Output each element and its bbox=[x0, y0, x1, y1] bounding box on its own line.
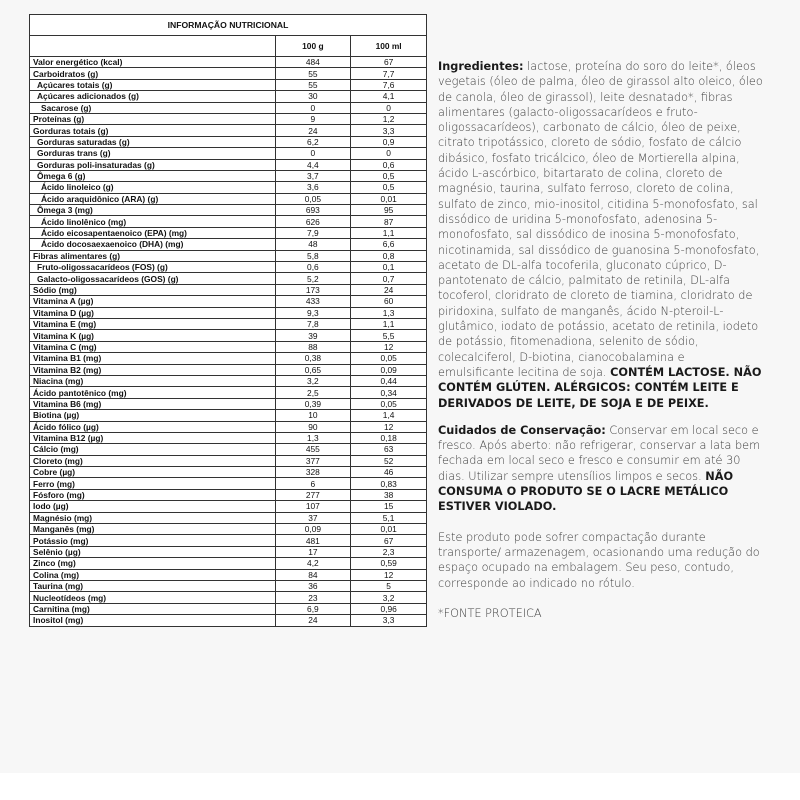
table-row bbox=[30, 489, 427, 500]
table-row bbox=[30, 216, 427, 227]
table-row bbox=[30, 592, 427, 603]
value-per-100g: 0,65 bbox=[275, 364, 351, 375]
value-per-100g: 173 bbox=[275, 284, 351, 295]
value-per-100ml: 0,34 bbox=[351, 387, 427, 398]
value-per-100g: 455 bbox=[275, 444, 351, 455]
table-row bbox=[30, 330, 427, 341]
table-row bbox=[30, 410, 427, 421]
table-row bbox=[30, 501, 427, 512]
table-row bbox=[30, 421, 427, 432]
value-per-100ml: 87 bbox=[351, 216, 427, 227]
value-per-100g: 377 bbox=[275, 455, 351, 466]
table-row bbox=[30, 387, 427, 398]
value-per-100g: 693 bbox=[275, 205, 351, 216]
value-per-100g: 0 bbox=[275, 148, 351, 159]
value-per-100ml: 0,05 bbox=[351, 353, 427, 364]
value-per-100g: 24 bbox=[275, 615, 351, 626]
nutrient-name: Açúcares adicionados (g) bbox=[30, 91, 276, 102]
table-title: INFORMAÇÃO NUTRICIONAL bbox=[30, 15, 427, 36]
nutrition-facts-table bbox=[29, 14, 427, 627]
seal-warning: NÃO CONSUMA O PRODUTO SE O LACRE METÁLICO ESTIVER VIOLADO. bbox=[438, 469, 734, 514]
value-per-100g: 0,05 bbox=[275, 193, 351, 204]
table-row bbox=[30, 455, 427, 466]
value-per-100ml: 1,1 bbox=[351, 227, 427, 238]
nutrient-name: Potássio (mg) bbox=[30, 535, 276, 546]
nutrient-name: Colina (mg) bbox=[30, 569, 276, 580]
value-per-100ml: 0 bbox=[351, 148, 427, 159]
value-per-100ml: 3,3 bbox=[351, 615, 427, 626]
nutrient-name: Ácido docosaexaenoico (DHA) (mg) bbox=[30, 239, 276, 250]
value-per-100ml: 7,6 bbox=[351, 79, 427, 90]
table-row bbox=[30, 296, 427, 307]
value-per-100g: 7,9 bbox=[275, 227, 351, 238]
value-per-100g: 84 bbox=[275, 569, 351, 580]
table-row bbox=[30, 227, 427, 238]
nutrient-name: Gorduras totais (g) bbox=[30, 125, 276, 136]
table-row bbox=[30, 113, 427, 124]
nutrient-name: Carnitina (mg) bbox=[30, 603, 276, 614]
table-row bbox=[30, 478, 427, 489]
value-per-100g: 626 bbox=[275, 216, 351, 227]
nutrient-name: Ácido araquidônico (ARA) (g) bbox=[30, 193, 276, 204]
nutrient-name: Inositol (mg) bbox=[30, 615, 276, 626]
value-per-100ml: 0 bbox=[351, 102, 427, 113]
nutrient-name: Galacto-oligossacarídeos (GOS) (g) bbox=[30, 273, 276, 284]
table-row bbox=[30, 193, 427, 204]
nutrient-name: Niacina (mg) bbox=[30, 375, 276, 386]
value-per-100g: 277 bbox=[275, 489, 351, 500]
nutrient-name: Vitamina B2 (mg) bbox=[30, 364, 276, 375]
value-per-100ml: 0,05 bbox=[351, 398, 427, 409]
nutrient-name: Gorduras saturadas (g) bbox=[30, 136, 276, 147]
value-per-100g: 55 bbox=[275, 68, 351, 79]
product-info-text bbox=[438, 59, 764, 621]
table-title-row bbox=[30, 15, 427, 36]
value-per-100ml: 0,1 bbox=[351, 262, 427, 273]
value-per-100ml: 12 bbox=[351, 569, 427, 580]
value-per-100ml: 0,44 bbox=[351, 375, 427, 386]
nutrition-table-body bbox=[30, 15, 427, 627]
value-per-100ml: 0,01 bbox=[351, 524, 427, 535]
value-per-100g: 55 bbox=[275, 79, 351, 90]
value-per-100g: 10 bbox=[275, 410, 351, 421]
value-per-100ml: 0,9 bbox=[351, 136, 427, 147]
nutrient-name: Fruto-oligossacarídeos (FOS) (g) bbox=[30, 262, 276, 273]
table-row bbox=[30, 102, 427, 113]
nutrient-name: Vitamina E (mg) bbox=[30, 318, 276, 329]
table-row bbox=[30, 182, 427, 193]
value-per-100ml: 0,5 bbox=[351, 182, 427, 193]
nutrient-name: Gorduras poli-insaturadas (g) bbox=[30, 159, 276, 170]
table-row bbox=[30, 239, 427, 250]
value-per-100g: 0 bbox=[275, 102, 351, 113]
value-per-100g: 48 bbox=[275, 239, 351, 250]
value-per-100ml: 0,01 bbox=[351, 193, 427, 204]
value-per-100ml: 0,09 bbox=[351, 364, 427, 375]
table-row bbox=[30, 364, 427, 375]
table-row bbox=[30, 79, 427, 90]
table-row bbox=[30, 262, 427, 273]
value-per-100g: 9 bbox=[275, 113, 351, 124]
value-per-100ml: 1,2 bbox=[351, 113, 427, 124]
table-row bbox=[30, 558, 427, 569]
value-per-100ml: 4,1 bbox=[351, 91, 427, 102]
nutrient-name: Ácido fólico (µg) bbox=[30, 421, 276, 432]
nutrient-name: Vitamina A (µg) bbox=[30, 296, 276, 307]
ingredients-label: Ingredientes: bbox=[438, 60, 524, 73]
table-row bbox=[30, 159, 427, 170]
table-row bbox=[30, 524, 427, 535]
table-row bbox=[30, 148, 427, 159]
allergen-warning: CONTÉM LACTOSE. NÃO CONTÉM GLÚTEN. ALÉRGICOS: CONTÉM LEITE E DERIVADOS DE LEITE, DE SOJA E DE PEIXE. bbox=[438, 365, 762, 410]
table-row bbox=[30, 444, 427, 455]
value-per-100g: 6 bbox=[275, 478, 351, 489]
storage-text: Conservar em local seco e fresco. Após aberto: não refrigerar, conservar a lata bem fechada em local seco e fresco e consumir em até 30 dias. Utilizar sempre utensílios limpos e secos. bbox=[438, 423, 761, 483]
table-row bbox=[30, 580, 427, 591]
value-per-100g: 3,6 bbox=[275, 182, 351, 193]
value-per-100ml: 6,6 bbox=[351, 239, 427, 250]
header-100g: 100 g bbox=[275, 36, 351, 57]
value-per-100ml: 24 bbox=[351, 284, 427, 295]
value-per-100g: 0,38 bbox=[275, 353, 351, 364]
nutrient-name: Cálcio (mg) bbox=[30, 444, 276, 455]
table-row bbox=[30, 375, 427, 386]
value-per-100ml: 7,7 bbox=[351, 68, 427, 79]
nutrient-name: Valor energético (kcal) bbox=[30, 57, 276, 68]
value-per-100ml: 1,1 bbox=[351, 318, 427, 329]
nutrient-name: Ácido linoleico (g) bbox=[30, 182, 276, 193]
value-per-100g: 4,4 bbox=[275, 159, 351, 170]
value-per-100g: 23 bbox=[275, 592, 351, 603]
table-row bbox=[30, 68, 427, 79]
nutrient-name: Ferro (mg) bbox=[30, 478, 276, 489]
nutrient-name: Vitamina B1 (mg) bbox=[30, 353, 276, 364]
nutrient-name: Ácido eicosapentaenoico (EPA) (mg) bbox=[30, 227, 276, 238]
value-per-100g: 3,7 bbox=[275, 170, 351, 181]
table-row bbox=[30, 546, 427, 557]
nutrient-name: Vitamina C (mg) bbox=[30, 341, 276, 352]
value-per-100ml: 5,5 bbox=[351, 330, 427, 341]
storage-label: Cuidados de Conservação: bbox=[438, 423, 606, 437]
table-row bbox=[30, 318, 427, 329]
value-per-100ml: 63 bbox=[351, 444, 427, 455]
value-per-100g: 107 bbox=[275, 501, 351, 512]
table-header-row bbox=[30, 36, 427, 57]
nutrient-name: Selênio (µg) bbox=[30, 546, 276, 557]
value-per-100ml: 0,7 bbox=[351, 273, 427, 284]
nutrient-name: Cloreto (mg) bbox=[30, 455, 276, 466]
value-per-100g: 24 bbox=[275, 125, 351, 136]
value-per-100ml: 67 bbox=[351, 535, 427, 546]
value-per-100g: 0,39 bbox=[275, 398, 351, 409]
value-per-100g: 17 bbox=[275, 546, 351, 557]
value-per-100ml: 0,8 bbox=[351, 250, 427, 261]
value-per-100g: 37 bbox=[275, 512, 351, 523]
nutrient-name: Fósforo (mg) bbox=[30, 489, 276, 500]
table-row bbox=[30, 512, 427, 523]
value-per-100ml: 52 bbox=[351, 455, 427, 466]
nutrient-name: Iodo (µg) bbox=[30, 501, 276, 512]
ingredients-text: lactose, proteína do soro do leite*, óleos vegetais (óleo de palma, óleo de girassol alto oleico, óleo de canola, óleo de girassol), leite desnatado*, fibras alimentares (galacto-oligossacarídeos e fruto-oligossacarídeos), carbonato de cálcio, óleo de peixe, citrato tripotássico, cloreto de sódio, fosfato de cálcio dibásico, fosfato tricálcico, óleo de Mortierella alpina, ácido L-ascórbico, bitartarato de colina, cloreto de magnésio, taurina, sulfato ferroso, cloreto de colina, sulfato de zinco, mio-inositol, citidina 5-monofosfato, sal dissódico de uridina 5-monofosfato, adenosina 5-monofosfato, sal dissódico de inosina 5-monofosfato, nicotinamida, sal dissódico de guanosina 5-monofosfato, acetato de DL-alfa tocoferila, gluconato cúprico, D-pantotenato de cálcio, palmitato de retinila, DL-alfa tocoferol, cloridrato de cloreto de tiamina, cloridrato de piridoxina, sulfato de manganês, ácido N-pteroil-L-glutâmico, iodato de potássio, acetato de retinila, iodeto de potássio, fitomenadiona, selenito de sódio, colecalciferol, D-biotina, cianocobalamina e emulsificante lecitina de soja. bbox=[438, 60, 763, 379]
value-per-100ml: 3,2 bbox=[351, 592, 427, 603]
nutrient-name: Vitamina D (µg) bbox=[30, 307, 276, 318]
table-row bbox=[30, 341, 427, 352]
value-per-100ml: 0,83 bbox=[351, 478, 427, 489]
value-per-100g: 7,8 bbox=[275, 318, 351, 329]
nutrient-name: Biotina (µg) bbox=[30, 410, 276, 421]
nutrient-name: Carboidratos (g) bbox=[30, 68, 276, 79]
table-row bbox=[30, 205, 427, 216]
value-per-100ml: 0,18 bbox=[351, 432, 427, 443]
table-row bbox=[30, 284, 427, 295]
nutrient-name: Fibras alimentares (g) bbox=[30, 250, 276, 261]
table-row bbox=[30, 615, 427, 626]
value-per-100ml: 1,4 bbox=[351, 410, 427, 421]
value-per-100g: 0,6 bbox=[275, 262, 351, 273]
ingredients-paragraph bbox=[438, 59, 764, 411]
value-per-100ml: 0,96 bbox=[351, 603, 427, 614]
table-row bbox=[30, 535, 427, 546]
value-per-100ml: 0,6 bbox=[351, 159, 427, 170]
value-per-100g: 433 bbox=[275, 296, 351, 307]
value-per-100ml: 15 bbox=[351, 501, 427, 512]
storage-paragraph bbox=[438, 423, 764, 515]
table-row bbox=[30, 432, 427, 443]
header-100ml: 100 ml bbox=[351, 36, 427, 57]
value-per-100ml: 12 bbox=[351, 341, 427, 352]
nutrient-name: Vitamina B6 (mg) bbox=[30, 398, 276, 409]
value-per-100ml: 46 bbox=[351, 467, 427, 478]
value-per-100g: 1,3 bbox=[275, 432, 351, 443]
nutrient-name: Zinco (mg) bbox=[30, 558, 276, 569]
value-per-100g: 39 bbox=[275, 330, 351, 341]
value-per-100g: 328 bbox=[275, 467, 351, 478]
table-row bbox=[30, 353, 427, 364]
value-per-100ml: 2,3 bbox=[351, 546, 427, 557]
value-per-100g: 36 bbox=[275, 580, 351, 591]
value-per-100ml: 67 bbox=[351, 57, 427, 68]
nutrient-name: Sacarose (g) bbox=[30, 102, 276, 113]
table-row bbox=[30, 91, 427, 102]
value-per-100g: 30 bbox=[275, 91, 351, 102]
table-row bbox=[30, 398, 427, 409]
value-per-100g: 90 bbox=[275, 421, 351, 432]
nutrient-name: Ácido linolênico (mg) bbox=[30, 216, 276, 227]
value-per-100ml: 12 bbox=[351, 421, 427, 432]
table-row bbox=[30, 125, 427, 136]
nutrient-name: Ômega 6 (g) bbox=[30, 170, 276, 181]
value-per-100ml: 3,3 bbox=[351, 125, 427, 136]
nutrient-name: Taurina (mg) bbox=[30, 580, 276, 591]
table-row bbox=[30, 467, 427, 478]
value-per-100ml: 38 bbox=[351, 489, 427, 500]
value-per-100g: 481 bbox=[275, 535, 351, 546]
nutrient-name: Gorduras trans (g) bbox=[30, 148, 276, 159]
value-per-100g: 3,2 bbox=[275, 375, 351, 386]
table-row bbox=[30, 250, 427, 261]
value-per-100ml: 5 bbox=[351, 580, 427, 591]
value-per-100g: 5,2 bbox=[275, 273, 351, 284]
nutrient-name: Vitamina K (µg) bbox=[30, 330, 276, 341]
value-per-100g: 4,2 bbox=[275, 558, 351, 569]
nutrient-name: Vitamina B12 (µg) bbox=[30, 432, 276, 443]
table-row bbox=[30, 170, 427, 181]
protein-source-footnote: *FONTE PROTEICA bbox=[438, 606, 542, 620]
table-row bbox=[30, 603, 427, 614]
value-per-100g: 0,09 bbox=[275, 524, 351, 535]
value-per-100g: 6,9 bbox=[275, 603, 351, 614]
value-per-100ml: 1,3 bbox=[351, 307, 427, 318]
value-per-100g: 88 bbox=[275, 341, 351, 352]
value-per-100g: 6,2 bbox=[275, 136, 351, 147]
nutrient-name: Proteínas (g) bbox=[30, 113, 276, 124]
table-row bbox=[30, 569, 427, 580]
table-row bbox=[30, 273, 427, 284]
nutrient-name: Cobre (µg) bbox=[30, 467, 276, 478]
compaction-note: Este produto pode sofrer compactação durante transporte/ armazenagem, ocasionando uma redução do espaço ocupado na embalagem. Seu peso, contudo, corresponde ao indicado no rótulo. bbox=[438, 530, 760, 590]
nutrient-name: Magnésio (mg) bbox=[30, 512, 276, 523]
nutrient-name: Ácido pantotênico (mg) bbox=[30, 387, 276, 398]
value-per-100ml: 5,1 bbox=[351, 512, 427, 523]
header-blank-cell bbox=[30, 36, 276, 57]
value-per-100ml: 0,59 bbox=[351, 558, 427, 569]
value-per-100ml: 95 bbox=[351, 205, 427, 216]
value-per-100g: 5,8 bbox=[275, 250, 351, 261]
nutrient-name: Sódio (mg) bbox=[30, 284, 276, 295]
nutrient-name: Manganês (mg) bbox=[30, 524, 276, 535]
value-per-100g: 484 bbox=[275, 57, 351, 68]
nutrient-name: Ômega 3 (mg) bbox=[30, 205, 276, 216]
value-per-100ml: 60 bbox=[351, 296, 427, 307]
table-row bbox=[30, 307, 427, 318]
nutrient-name: Açúcares totais (g) bbox=[30, 79, 276, 90]
table-row bbox=[30, 136, 427, 147]
nutrient-name: Nucleotídeos (mg) bbox=[30, 592, 276, 603]
value-per-100ml: 0,5 bbox=[351, 170, 427, 181]
table-row bbox=[30, 57, 427, 68]
value-per-100g: 9,3 bbox=[275, 307, 351, 318]
value-per-100g: 2,5 bbox=[275, 387, 351, 398]
